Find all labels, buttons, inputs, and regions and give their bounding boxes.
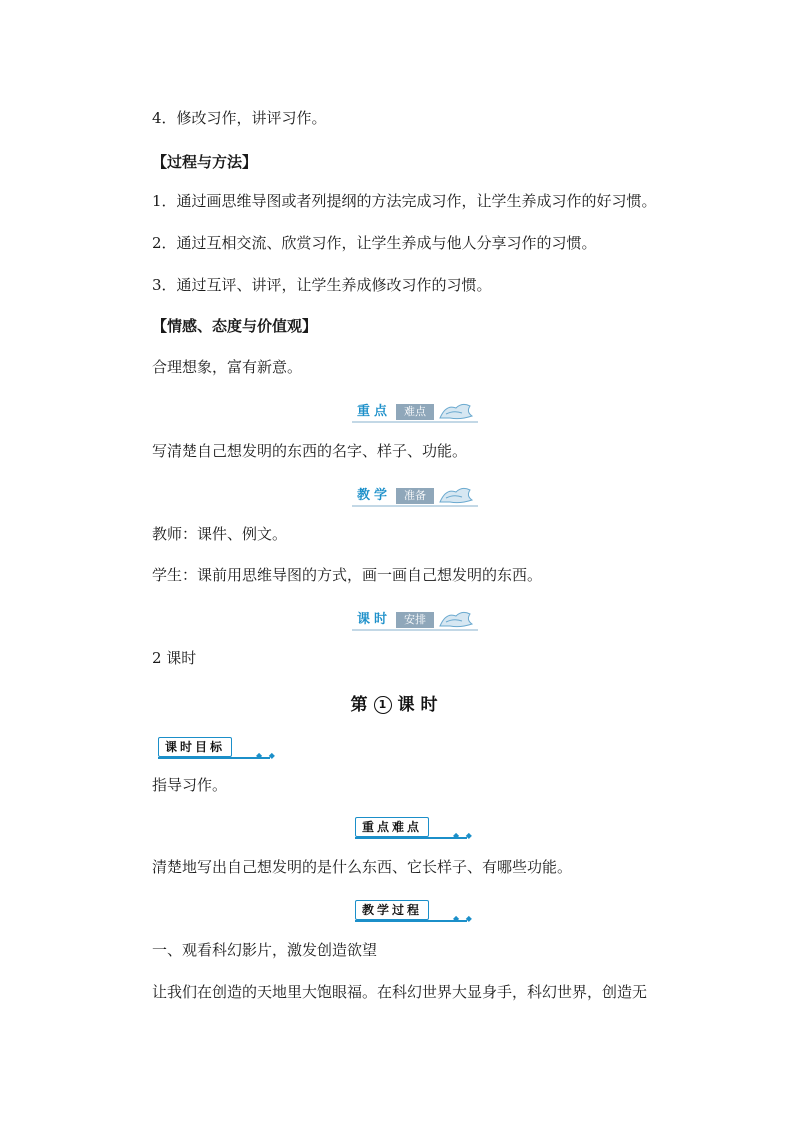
- text-line: 2 课时: [152, 649, 197, 667]
- text-line: 2．通过互相交流、欣赏习作，让学生养成与他人分享习作的习惯。: [152, 234, 597, 252]
- lesson-prefix: 第: [350, 695, 374, 715]
- banner-underline: [352, 629, 478, 631]
- banner-sub-label: 安排: [396, 612, 434, 628]
- banner-main-label: 课时: [356, 612, 391, 627]
- text-line: 3．通过互评、讲评，让学生养成修改习作的习惯。: [152, 276, 492, 294]
- tag-label: 重点难点: [355, 817, 429, 837]
- banner-key-difficult-points: [352, 400, 478, 424]
- text-line: 一、观看科幻影片，激发创造欲望: [152, 941, 378, 959]
- lesson-number-circle: 1: [374, 696, 392, 714]
- text-line: 让我们在创造的天地里大饱眼福。在科幻世界大显身手，科幻世界，创造无: [152, 983, 648, 1001]
- section-heading: 【情感、态度与价值观】: [152, 317, 318, 335]
- section-heading: 【过程与方法】: [152, 153, 258, 171]
- text-line: 教师：课件、例文。: [152, 525, 288, 543]
- tag-lesson-goals: [158, 737, 278, 759]
- banner-sub-label: 准备: [396, 488, 434, 504]
- banner-main-label: 教学: [356, 488, 391, 503]
- text-line: 写清楚自己想发明的东西的名字、样子、功能。: [152, 442, 468, 460]
- tag-teaching-process: [355, 900, 475, 922]
- banner-sub-label: 难点: [396, 404, 434, 420]
- banner-underline: [352, 421, 478, 423]
- text-line: 合理想象，富有新意。: [152, 358, 303, 376]
- text-line: 指导习作。: [152, 776, 228, 794]
- text-line: 4．修改习作，讲评习作。: [152, 109, 327, 127]
- tag-underline: [355, 837, 467, 839]
- banner-main-label: 重点: [356, 404, 391, 419]
- lesson-suffix: 课时: [397, 695, 444, 715]
- text-line: 清楚地写出自己想发明的是什么东西、它长样子、有哪些功能。: [152, 858, 573, 876]
- tag-dots-icon: ◆ ◆: [256, 751, 277, 760]
- banner-teaching-prep: [352, 484, 478, 508]
- text-line: 学生：课前用思维导图的方式，画一画自己想发明的东西。: [152, 566, 543, 584]
- tag-underline: [158, 757, 270, 759]
- tag-underline: [355, 920, 467, 922]
- tag-key-points: [355, 817, 475, 839]
- text-line: 1．通过画思维导图或者列提纲的方法完成习作，让学生养成习作的好习惯。: [152, 192, 657, 210]
- tag-label: 教学过程: [355, 900, 429, 920]
- banner-underline: [352, 505, 478, 507]
- banner-class-schedule: [352, 608, 478, 632]
- tag-dots-icon: ◆ ◆: [453, 914, 474, 923]
- tag-dots-icon: ◆ ◆: [453, 831, 474, 840]
- tag-label: 课时目标: [158, 737, 232, 757]
- lesson-title: [0, 690, 794, 715]
